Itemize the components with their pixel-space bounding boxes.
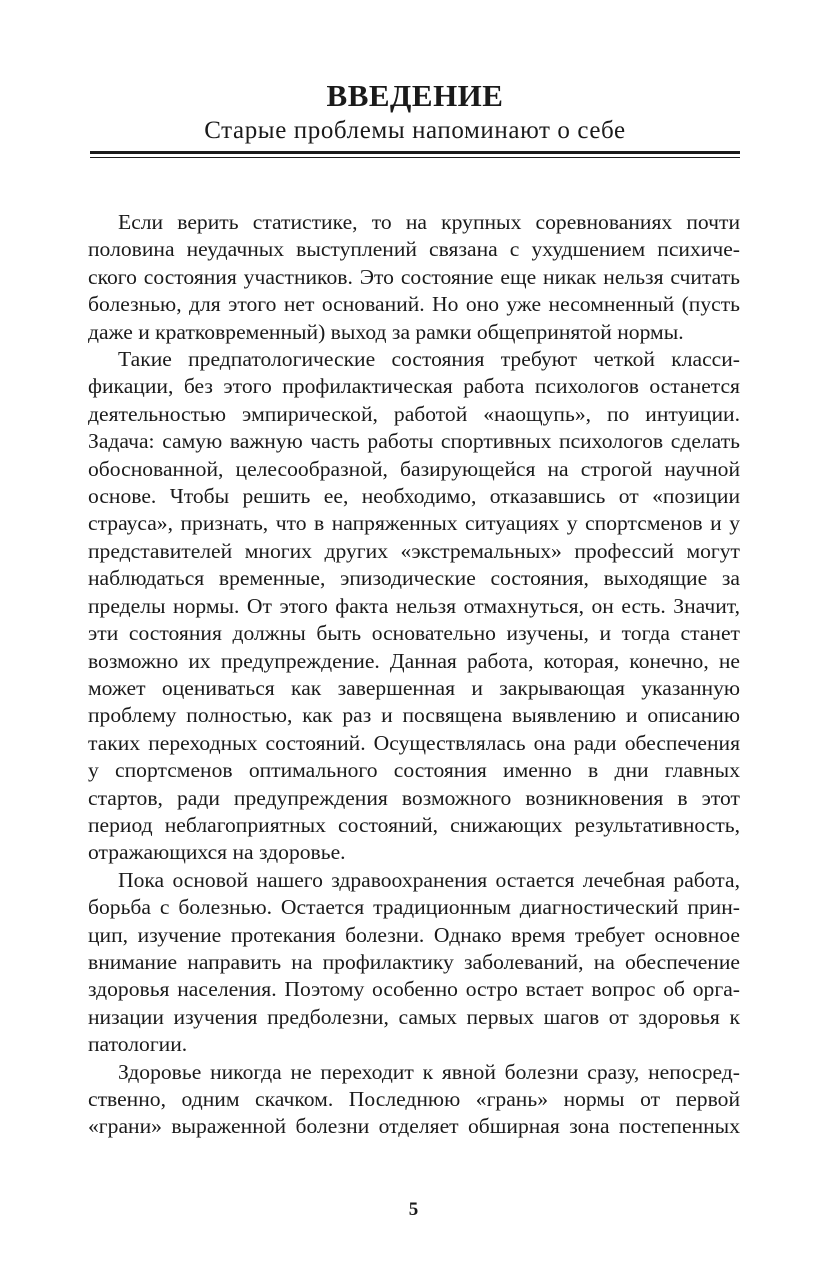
title-divider	[90, 151, 740, 161]
paragraph: Такие предпатологические состояния требуют четкой классификации, без этого профилактическая работа психологов останется деятельностью эмпирической, работой «наощупь», по интуиции. Задача: самую важную часть работы спортивных психологов сделать обоснованной, целесообразной, базирующейся на строгой научной основе. Чтобы решить ее, необходимо, отказавшись от «позиции страуса», признать, что в напряженных ситуациях у спортсменов и у представителей многих других «экстремальных» профессий могут наблюдаться временные, эпизодические состояния, выходящие за пределы нормы. От этого факта нельзя отмахнуться, он есть. Значит, эти состояния должны быть основательно изучены, и тогда станет возможно их предупреждение. Данная работа, которая, конечно, не может оцениваться как завершенная и закрывающая указанную проблему полностью, как раз и посвящена выявлению и описанию таких переходных состояний. Осуществлялась она ради обеспечения у спортсменов оптимального состояния именно в дни главных стартов, ради предупреждения возможного возникновения в этот период неблагоприятных состояний, снижающих результативность, отражающихся на здоровье.	[88, 347, 740, 865]
body-text	[88, 209, 740, 1141]
chapter-subtitle: Старые проблемы напоминают о себе	[204, 117, 626, 144]
paragraph: Пока основой нашего здравоохранения остается лечебная работа, борьба с болезнью. Остается традиционным диагностический принцип, изучение протекания болезни. Однако время требует основное внимание направить на профилактику заболеваний, на обеспечение здоровья населения. Поэтому особенно остро встает вопрос об организации изучения предболезни, самых первых шагов от здоровья к патологии.	[88, 867, 740, 1057]
page-number: 5	[408, 1199, 419, 1220]
paragraph: Если верить статистике, то на крупных соревнованиях почти половина неудачных выступлений связана с ухудшением психического состояния участников. Это состояние еще никак нельзя считать болезнью, для этого нет оснований. Но оно уже несомненный (пусть даже и кратковременный) выход за рамки общепринятой нормы.	[88, 210, 740, 344]
title-divider-thin	[90, 157, 740, 158]
paragraph: Здоровье никогда не переходит к явной болезни сразу, непосредственно, одним скачком. Последнюю «грань» нормы от первой «грани» выраженной болезни отделяет обширная зона постепенных	[88, 1059, 740, 1139]
title-divider-thick	[90, 151, 740, 154]
chapter-title: ВВЕДЕНИЕ	[326, 78, 504, 113]
